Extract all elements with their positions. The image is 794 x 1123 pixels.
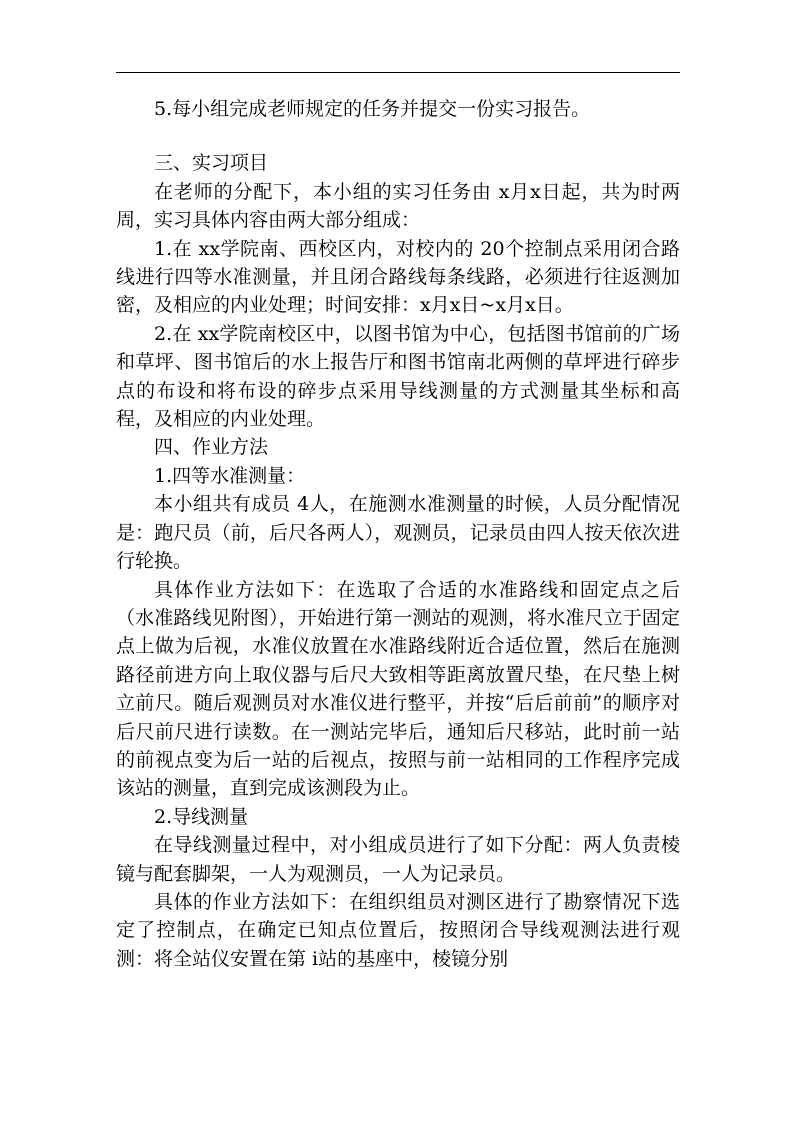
document-body xyxy=(116,95,680,973)
subheading-traverse: 2.导线测量 xyxy=(154,805,249,828)
paragraph-project-item-2: 2.在 xx学院南校区中，以图书馆为中心，包括图书馆前的广场和草坪、图书馆后的水上报告厅和图书馆南北两侧的草坪进行碎步点的布设和将布设的碎步点采用导线测量的方式测量其坐标和高程，及相应的内业处理。 xyxy=(116,322,680,431)
paragraph-task-item-5: 5.每小组完成老师规定的任务并提交一份实习报告。 xyxy=(154,98,591,120)
paragraph-traverse-staffing: 在导线测量过程中，对小组成员进行了如下分配：两人负责棱镜与配套脚架，一人为观测员，一人为记录员。 xyxy=(116,834,680,885)
paragraph-traverse-method: 具体的作业方法如下：在组织组员对测区进行了勘察情况下选定了控制点，在确定已知点位置后，按照闭合导线观测法进行观测：将全站仪安置在第 i站的基座中，棱镜分别 xyxy=(116,890,680,970)
paragraph-task-intro: 在老师的分配下，本小组的实习任务由 x月x日起，共为时两周，实习具体内容由两大部分组成： xyxy=(116,180,680,232)
paragraph-project-item-1: 1.在 xx学院南、西校区内，对校内的 20个控制点采用闭合路线进行四等水准测量，并且闭合路线每条线路，必须进行往返测加密，及相应的内业处理；时间安排：x月x日~x月x日。 xyxy=(116,237,680,317)
paragraph-leveling-staffing: 本小组共有成员 4人，在施测水准测量的时候，人员分配情况是：跑尺员（前，后尺各两人），观测员，记录员由四人按天依次进行轮换。 xyxy=(116,493,680,573)
heading-work-method: 四、作业方法 xyxy=(154,436,269,459)
heading-practice-project: 三、实习项目 xyxy=(154,152,269,175)
paragraph-leveling-method: 具体作业方法如下：在选取了合适的水准路线和固定点之后（水准路线见附图），开始进行第一测站的观测，将水准尺立于固定点上做为后视，水准仪放置在水准路线附近合适位置，然后在施测路径前进方向上取仪器与后尺大致相等距离放置尺垫，在尺垫上树立前尺。随后观测员对水准仪进行整平，并按“后后前前”的顺序对后尺前尺进行读数。在一测站完毕后，通知后尺移站，此时前一站的前视点变为后一站的后视点，按照与前一站相同的工作程序完成该站的测量，直到完成该测段为止。 xyxy=(116,578,680,800)
subheading-leveling: 1.四等水准测量： xyxy=(154,464,306,487)
paragraph-gap xyxy=(116,123,680,149)
header-rule xyxy=(116,72,680,73)
